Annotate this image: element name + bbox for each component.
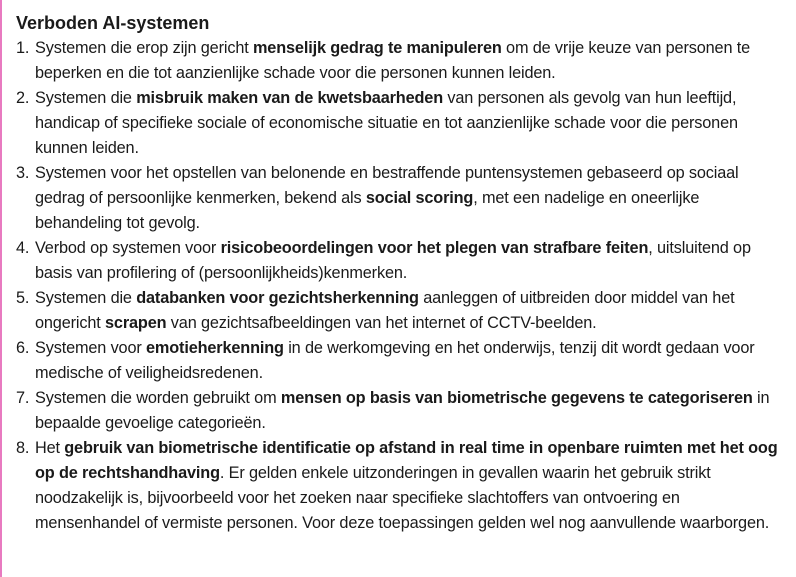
item-text: van personen als gevolg van hun leeftijd, handicap of specifieke sociale of economische situatie en tot aanzienlijke schade voor die personen kunnen leiden.	[35, 89, 738, 157]
item-text: Het	[35, 439, 65, 457]
item-text: om de vrije keuze van personen te beperken en die tot aanzienlijke schade voor die personen kunnen leiden.	[35, 39, 750, 82]
item-number: 6.	[16, 339, 30, 357]
bold-text: social scoring	[365, 189, 474, 207]
item-text: . Er gelden enkele uitzonderingen in gevallen waarin het gebruik strikt noodzakelijk is, bijvoorbeeld voor het zoeken naar specifieke slachtoffers van ontvoering en mensenhandel of vermiste personen. Voor deze toepassingen gelden wel nog aanvullende waarborgen.	[35, 464, 770, 532]
bold-text: mensen op basis van biometrische gegevens te categoriseren	[280, 389, 753, 407]
item-text: Systemen die	[35, 89, 137, 107]
item-text: Systemen voor	[35, 339, 147, 357]
item-text: van gezichtsafbeeldingen van het internet of CCTV-beelden.	[166, 314, 597, 332]
list-item	[16, 161, 788, 236]
item-text: in bepaalde gevoelige categorieën.	[35, 389, 770, 432]
item-number: 1.	[16, 39, 30, 57]
bold-text: misbruik maken van de kwetsbaarheden	[136, 89, 444, 107]
section-title: Verboden AI-systemen	[16, 13, 210, 33]
item-text: Verbod op systemen voor	[35, 239, 221, 257]
item-text: , met een nadelige en oneerlijke behandeling tot gevolg.	[35, 189, 700, 232]
item-number: 8.	[16, 439, 30, 457]
item-number: 5.	[16, 289, 30, 307]
item-number: 2.	[16, 89, 30, 107]
list-item	[16, 386, 788, 436]
item-text: Systemen die worden gebruikt om	[35, 389, 281, 407]
list-item	[16, 286, 788, 336]
bold-text: risicobeoordelingen voor het plegen van strafbare feiten	[220, 239, 649, 257]
accent-border	[0, 0, 2, 577]
list-item	[16, 86, 788, 161]
item-text: Systemen die erop zijn gericht	[35, 39, 253, 57]
list-item	[16, 36, 788, 86]
item-text: Systemen die	[35, 289, 137, 307]
item-text: Systemen voor het opstellen van belonende en bestraffende puntensystemen gebaseerd op sociaal gedrag of persoonlijke kenmerken, bekend als	[35, 164, 739, 207]
item-number: 4.	[16, 239, 30, 257]
bold-text: gebruik van biometrische identificatie op afstand in real time in openbare ruimten met het oog op de rechtshandhaving	[35, 439, 778, 482]
bold-text: scrapen	[105, 314, 167, 332]
bold-text: menselijk gedrag te manipuleren	[252, 39, 502, 57]
bold-text: emotieherkenning	[146, 339, 284, 357]
item-text: aanleggen of uitbreiden door middel van het ongericht	[35, 289, 735, 332]
bold-text: databanken voor gezichtsherkenning	[136, 289, 419, 307]
list-item	[16, 336, 788, 386]
item-number: 7.	[16, 389, 30, 407]
prohibited-systems-list	[16, 36, 788, 536]
list-item	[16, 436, 788, 536]
item-number: 3.	[16, 164, 30, 182]
document-section	[16, 10, 788, 536]
item-text: , uitsluitend op basis van profilering of (persoonlijkheids)kenmerken.	[35, 239, 751, 282]
list-item	[16, 236, 788, 286]
item-text: in de werkomgeving en het onderwijs, tenzij dit wordt gedaan voor medische of veiligheidsredenen.	[35, 339, 755, 382]
